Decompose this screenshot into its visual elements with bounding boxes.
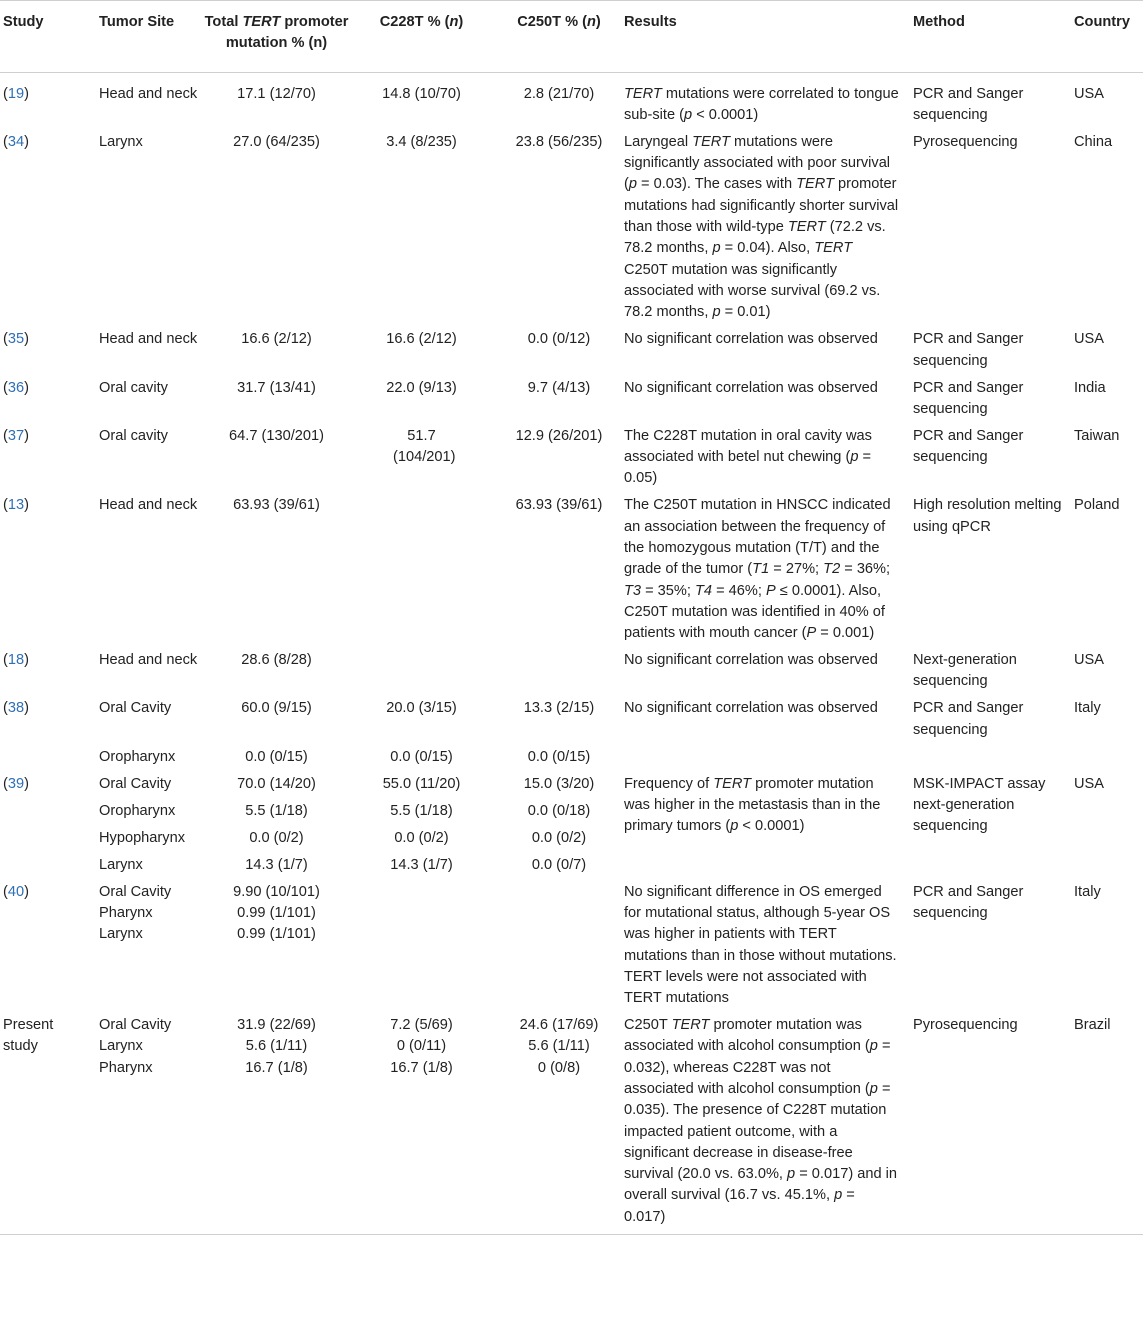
reference-link[interactable]: 40 (7, 883, 25, 900)
study-ref: (18) (3, 652, 29, 669)
method: MSK-IMPACT assay next-generation sequencing (913, 775, 1046, 835)
c250t-value: 0.0 (0/18) (527, 802, 591, 819)
tumor-site (99, 1015, 204, 1234)
c228t-value: 0.0 (0/15) (390, 748, 453, 765)
c250t-value: 9.7 (4/13) (527, 379, 591, 396)
site-line: Pharynx (99, 1059, 153, 1076)
reference-link[interactable]: 37 (7, 427, 25, 444)
total-line: 0.99 (1/101) (237, 904, 316, 921)
results-text: No significant correlation was observed (624, 331, 878, 348)
table-row (0, 495, 1143, 650)
method: PCR and Sanger sequencing (913, 883, 1024, 921)
method: PCR and Sanger sequencing (913, 427, 1024, 466)
c228t-value: 14.8 (10/70) (382, 85, 461, 102)
table-row (0, 882, 1143, 1015)
country: USA (1074, 85, 1105, 102)
site-line: Larynx (99, 1038, 143, 1055)
results-text: No significant correlation was observed (624, 379, 878, 396)
method: PCR and Sanger sequencing (913, 700, 1024, 738)
country: Brazil (1074, 1015, 1143, 1234)
c228t-value: 20.0 (3/15) (386, 700, 457, 717)
country-empty (1074, 747, 1143, 774)
study-label: Present study (0, 1015, 99, 1234)
results-empty (624, 747, 913, 774)
country: China (1074, 133, 1113, 150)
results-text: TERT mutations were correlated to tongue sub-site (p < 0.0001) (624, 85, 899, 123)
c228t-value: 16.6 (2/12) (386, 331, 457, 348)
total-line: 0.99 (1/101) (237, 926, 316, 943)
study-ref: (19) (3, 85, 29, 102)
table-row (0, 650, 1143, 698)
c250t-value: 0.0 (0/7) (531, 856, 587, 873)
total-mutation: 27.0 (64/235) (233, 133, 320, 150)
c228t-empty (349, 882, 494, 1015)
c250t-line: 5.6 (1/11) (528, 1038, 590, 1055)
total-line: 9.90 (10/101) (233, 883, 320, 900)
c228t-value: 0.0 (0/2) (394, 829, 449, 846)
results-text: No significant difference in OS emerged for mutational status, although 5-year OS was higher in patients with TERT mutations than in those without mutations. TERT levels were not associated with TERT mutations (624, 883, 897, 1007)
tumor-site (99, 882, 204, 1015)
c250t-value: 15.0 (3/20) (523, 775, 595, 792)
reference-link[interactable]: 18 (7, 652, 25, 669)
table-row (0, 378, 1143, 426)
reference-link[interactable]: 34 (7, 133, 25, 150)
c228t-line: 0 (0/11) (396, 1038, 447, 1055)
c250t-value: 0.0 (0/12) (527, 331, 591, 348)
c228t-value (349, 495, 494, 650)
c228t-line: 16.7 (1/8) (390, 1059, 453, 1076)
country: Italy (1074, 700, 1101, 717)
table-row (0, 132, 1143, 329)
tumor-site: Oropharynx (99, 802, 176, 819)
table-row (0, 329, 1143, 377)
total-mutation: 0.0 (0/15) (245, 748, 308, 765)
reference-link[interactable]: 13 (7, 497, 25, 514)
method: High resolution melting using qPCR (913, 497, 1062, 535)
c250t-line: 24.6 (17/69) (519, 1017, 599, 1034)
tumor-site: Hypopharynx (99, 829, 185, 846)
country: USA (1074, 775, 1105, 792)
results-text: Frequency of TERT promoter mutation was higher in the metastasis than in the primary tumors (p < 0.0001) (624, 775, 881, 835)
method: PCR and Sanger sequencing (913, 379, 1024, 417)
total-mutation: 60.0 (9/15) (241, 700, 312, 717)
total-line: 16.7 (1/8) (245, 1059, 308, 1076)
country: Italy (1074, 883, 1101, 900)
total-mutation (204, 1015, 349, 1234)
header-results: Results (624, 1, 913, 73)
method-empty (913, 747, 1074, 774)
reference-link[interactable]: 39 (7, 775, 25, 792)
study-ref: (35) (3, 331, 29, 348)
total-mutation: 0.0 (0/2) (249, 829, 304, 846)
tumor-site: Oral Cavity (99, 700, 172, 717)
c250t-value: 12.9 (26/201) (515, 427, 603, 444)
results-text: No significant correlation was observed (624, 700, 878, 717)
tumor-site: Oral Cavity (99, 775, 172, 792)
header-total: Total TERT promoter mutation % (n) (204, 1, 349, 73)
country: USA (1074, 331, 1105, 348)
c228t-value: 5.5 (1/18) (390, 802, 453, 819)
c250t-value: 0.0 (0/2) (531, 829, 587, 846)
header-row (0, 1, 1143, 73)
header-study: Study (0, 1, 99, 73)
total-mutation: 17.1 (12/70) (237, 85, 316, 102)
tumor-site: Head and neck (99, 497, 198, 514)
c228t-value: 3.4 (8/235) (386, 133, 457, 150)
table-row (0, 774, 1143, 801)
results-text: Laryngeal TERT mutations were significantly associated with poor survival (p = 0.03). The cases with TERT promoter mutations had significantly shorter survival than those with wild-type TERT (72.2 vs. 78.2 months, p = 0.04). Also, TERT C250T mutation was significantly associated with worse survival (69.2 vs. 78.2 months, p = 0.01) (624, 133, 899, 321)
tumor-site: Oral cavity (99, 379, 168, 396)
site-line: Oral Cavity (99, 1017, 172, 1034)
results-text: The C228T mutation in oral cavity was associated with betel nut chewing (p = 0.05) (624, 427, 872, 487)
study-ref-empty (0, 747, 99, 774)
study-ref: (39) (3, 775, 29, 792)
header-tumor-site: Tumor Site (99, 1, 204, 73)
c228t-value: 55.0 (11/20) (382, 775, 461, 792)
study-ref: (37) (3, 427, 29, 444)
tumor-site: Larynx (99, 133, 143, 150)
header-c228t: C228T % (n) (349, 1, 494, 73)
country: India (1074, 379, 1106, 396)
country: Taiwan (1074, 427, 1120, 444)
site-line: Larynx (99, 926, 143, 943)
total-mutation: 14.3 (1/7) (245, 856, 308, 873)
c250t-value (494, 650, 624, 698)
tumor-site: Larynx (99, 856, 143, 873)
reference-link[interactable]: 36 (7, 379, 25, 396)
table-row (0, 698, 1143, 746)
study-ref: (40) (3, 883, 29, 900)
tumor-site: Head and neck (99, 331, 198, 348)
table-row (0, 72, 1143, 132)
reference-link[interactable]: 35 (7, 331, 25, 348)
c228t-line: 7.2 (5/69) (390, 1017, 453, 1034)
c250t-value: 63.93 (39/61) (515, 497, 603, 514)
table-row (0, 1015, 1143, 1234)
c228t-value (349, 1015, 494, 1234)
tumor-site: Head and neck (99, 652, 198, 669)
total-mutation: 63.93 (39/61) (233, 497, 320, 514)
results-text: No significant correlation was observed (624, 652, 878, 669)
method: Pyrosequencing (913, 133, 1018, 150)
reference-link[interactable]: 19 (7, 85, 25, 102)
tumor-site: Oropharynx (99, 748, 176, 765)
reference-link[interactable]: 38 (7, 700, 25, 717)
total-mutation (204, 882, 349, 1015)
total-mutation: 5.5 (1/18) (245, 802, 308, 819)
total-mutation: 31.7 (13/41) (237, 379, 316, 396)
method: PCR and Sanger sequencing (913, 331, 1024, 369)
total-mutation: 16.6 (2/12) (241, 331, 312, 348)
c250t-value: 0.0 (0/15) (527, 748, 591, 765)
country: Poland (1074, 497, 1120, 514)
site-line: Oral Cavity (99, 883, 172, 900)
c228t-value: 14.3 (1/7) (390, 856, 453, 873)
method: Next-generation sequencing (913, 652, 1017, 690)
study-ref: (34) (3, 133, 29, 150)
total-mutation: 64.7 (130/201) (229, 427, 324, 444)
c250t-value: 13.3 (2/15) (523, 700, 595, 717)
header-country: Country (1074, 1, 1143, 73)
table-row (0, 426, 1143, 496)
c228t-value (349, 650, 494, 698)
results-text: C250T TERT promoter mutation was associated with alcohol consumption (p = 0.032), whereas C228T was not associated with alcohol consumption (p = 0.035). The presence of C228T mutation impacted patient outcome, with a significant decrease in disease-free survival (20.0 vs. 63.0%, p = 0.017) and in overall survival (16.7 vs. 45.1%, p = 0.017) (624, 1015, 913, 1234)
table-row (0, 747, 1143, 774)
country: USA (1074, 652, 1105, 669)
tumor-site: Head and neck (99, 85, 198, 102)
total-mutation: 28.6 (8/28) (241, 652, 312, 669)
total-line: 31.9 (22/69) (237, 1017, 316, 1034)
total-mutation: 70.0 (14/20) (237, 775, 316, 792)
c250t-value: 2.8 (21/70) (523, 85, 595, 102)
study-ref: (36) (3, 379, 29, 396)
c228t-value: 51.7 (104/201) (393, 427, 456, 466)
total-line: 5.6 (1/11) (245, 1038, 308, 1055)
header-method: Method (913, 1, 1074, 73)
study-ref: (13) (3, 497, 29, 514)
c250t-line: 0 (0/8) (537, 1059, 581, 1076)
c250t-value: 23.8 (56/235) (515, 133, 603, 150)
method: Pyrosequencing (913, 1015, 1074, 1234)
results-text: The C250T mutation in HNSCC indicated an association between the frequency of the homozygous mutation (T/T) and the grade of the tumor (T1 = 27%; T2 = 36%; T3 = 35%; T4 = 46%; P ≤ 0.0001). Also, C250T mutation was identified in 40% of patients with mouth cancer (P = 0.001) (624, 497, 891, 642)
c250t-empty (494, 882, 624, 1015)
method: PCR and Sanger sequencing (913, 85, 1024, 123)
c228t-value: 22.0 (9/13) (386, 379, 457, 396)
tumor-site: Oral cavity (99, 427, 168, 444)
study-ref: (38) (3, 700, 29, 717)
header-c250t: C250T % (n) (494, 1, 624, 73)
c250t-value (494, 1015, 624, 1234)
site-line: Pharynx (99, 904, 153, 921)
